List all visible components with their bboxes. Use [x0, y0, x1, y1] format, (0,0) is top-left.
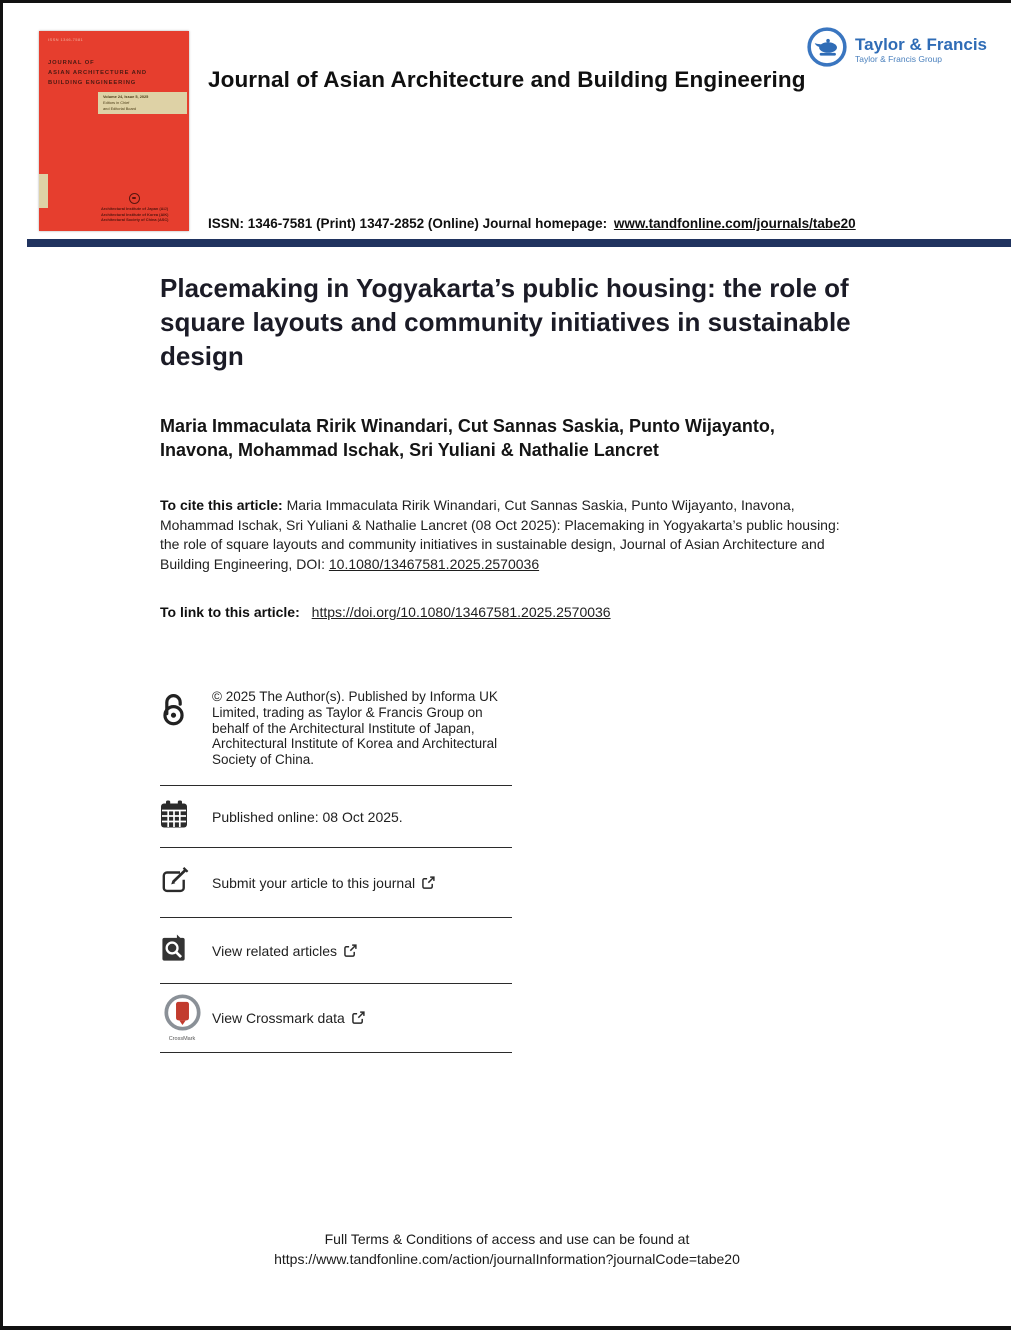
- cover-issn-small: ISSN 1346-7581: [48, 37, 84, 42]
- calendar-icon: [160, 800, 212, 833]
- taylor-francis-lamp-icon: [806, 26, 848, 73]
- published-online-row: [160, 786, 512, 848]
- license-text: © 2025 The Author(s). Published by Informa UK Limited, trading as Taylor & Francis Group on behalf of the Architectural Institute of Japan, Architectural Institute of Korea and Architectural Society of China.: [212, 689, 498, 768]
- article-info-rows: [160, 675, 512, 1053]
- cover-volume-band: Volume 24, Issue 5, 2025 Editors in Chief and Editorial Board: [98, 92, 187, 114]
- issn-homepage-line: ISSN: 1346-7581 (Print) 1347-2852 (Online) Journal homepage: www.tandfonline.com/journals/tabe20: [208, 216, 856, 231]
- cover-side-tab: [39, 174, 48, 208]
- crossmark-caption: CrossMark: [168, 1036, 196, 1042]
- cover-publisher-mark-icon: [129, 193, 140, 204]
- terms-url-link[interactable]: https://www.tandfonline.com/action/journalInformation?journalCode=tabe20: [274, 1251, 740, 1267]
- cite-label: To cite this article:: [160, 497, 283, 513]
- external-link-icon: [344, 944, 357, 960]
- taylor-francis-group: Taylor & Francis Group: [855, 53, 942, 64]
- submit-pencil-icon: [160, 866, 212, 900]
- journal-title: Journal of Asian Architecture and Building Engineering: [208, 67, 806, 92]
- view-related-label[interactable]: View related articles: [212, 942, 338, 959]
- cite-doi-link[interactable]: 10.1080/13467581.2025.2570036: [328, 555, 540, 572]
- header-divider-bar: [27, 239, 1011, 247]
- cite-paragraph: [160, 496, 850, 574]
- external-link-icon: [352, 1011, 365, 1027]
- cover-title: JOURNAL OF ASIAN ARCHITECTURE AND BUILDING ENGINEERING: [48, 60, 147, 86]
- article-authors: Maria Immaculata Ririk Winandari, Cut Sannas Saskia, Punto Wijayanto, Inavona, Mohammad Ischak, Sri Yuliani & Nathalie Lancret: [160, 416, 775, 460]
- cover-footer: Architectural Institute of Japan (AIJ) Architectural Institute of Korea (AIK) Architectural Society of China (ASC): [101, 193, 185, 223]
- external-link-icon: [422, 876, 435, 892]
- link-paragraph: [160, 604, 850, 620]
- published-online-text: Published online: 08 Oct 2025.: [212, 808, 403, 825]
- article-title: Placemaking in Yogyakarta’s public housing: the role of square layouts and community initiatives in sustainable design: [160, 273, 851, 371]
- terms-footer: [3, 1229, 1011, 1269]
- taylor-francis-name: Taylor & Francis: [855, 34, 987, 54]
- related-articles-icon: [160, 933, 212, 968]
- view-crossmark-label[interactable]: View Crossmark data: [212, 1010, 345, 1026]
- open-access-license-row: [160, 675, 512, 786]
- submit-article-row[interactable]: [160, 848, 512, 918]
- taylor-francis-logo: [806, 26, 987, 73]
- crossmark-logo-icon: [160, 994, 204, 1042]
- submit-article-label[interactable]: Submit your article to this journal: [212, 874, 416, 891]
- journal-homepage-link[interactable]: www.tandfonline.com/journals/tabe20: [613, 216, 856, 231]
- view-related-row[interactable]: [160, 918, 512, 984]
- cite-text: Maria Immaculata Ririk Winandari, Cut Sannas Saskia, Punto Wijayanto, Inavona, Mohammad Ischak, Sri Yuliani & Nathalie Lancret (08 Oct 2025): Placemaking in Yogyakarta’s public housing: the role of square layouts and community initiatives in sustainable design, Journal of Asian Architecture and Building Engineering, DOI:: [160, 497, 840, 572]
- journal-cover-thumbnail: [39, 31, 189, 231]
- link-label: To link to this article:: [160, 604, 300, 620]
- open-access-icon: [160, 689, 212, 785]
- doi-link[interactable]: https://doi.org/10.1080/13467581.2025.2570036: [311, 604, 611, 620]
- terms-line: Full Terms & Conditions of access and use can be found at: [324, 1231, 690, 1247]
- crossmark-row[interactable]: [160, 984, 512, 1053]
